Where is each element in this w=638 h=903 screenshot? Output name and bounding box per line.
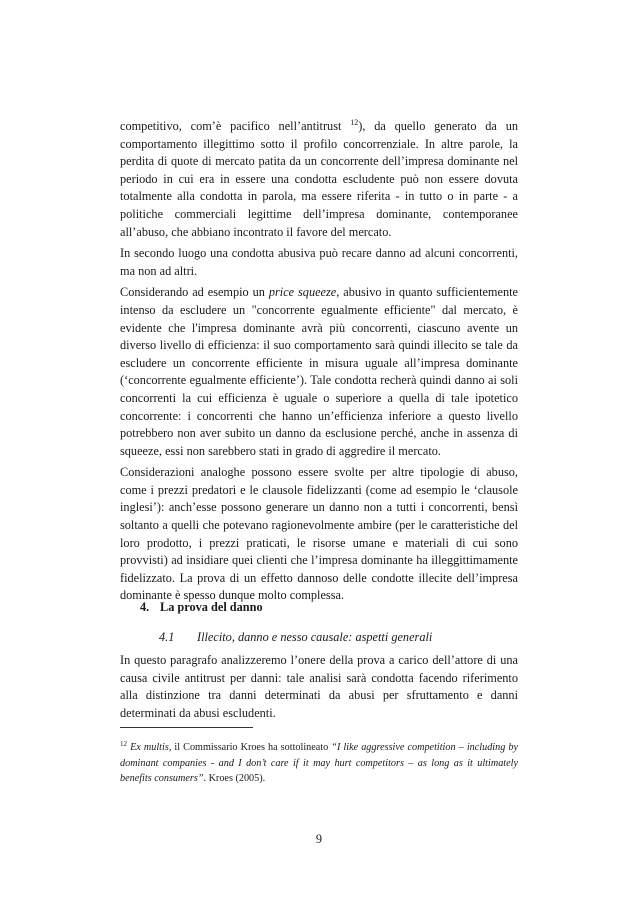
- subsection-number: 4.1: [159, 630, 175, 644]
- paragraph-4: Considerazioni analoghe possono essere svolte per altre tipologie di abuso, come i prezzi predatori e le clausole fidelizzanti (come ad esempio le ‘clausole inglesi’): anch’esse possono generare un danno non a tutti i concorrenti, bensì soltanto a quelli che potevano ragionevolmente ambire (per le caratteristiche del loro prodotto, i prezzi praticati, le risorse umane e materiali di cui sono provvisti) ad insidiare quei clienti che l’impresa dominante ha illeggittimamente fidelizzato. La prova di un effetto dannoso delle condotte illecite dell’impresa dominante è spesso dunque molto complessa.: [120, 465, 518, 603]
- subsection-heading: [159, 630, 432, 645]
- section-title: La prova del danno: [160, 600, 263, 614]
- emphasis-price-squeeze: price squeeze: [268, 285, 337, 300]
- paragraph-3: Considerando ad esempio un price squeeze, abusivo in quanto sufficientemente intenso da escludere un "concorrente egualmente efficiente" dal mercato, è evidente che l'impresa dominante avrà più concorrenti, ciascuno avente un diverso livello di efficienza: il suo comportamento sarà quindi illecito se tale da escludere un concorrente efficiente in misura uguale all’impresa dominante (‘concorrente egualmente efficiente’). Tale condotta recherà quindi danno ai soli concorrenti la cui efficienza è uguale o superiore a quella di tale ipotetico concorrente: i concorrenti che hanno un’efficienza inferiore a questo livello potrebbero non aver subito un danno da esclusione perché, anche in assenza di squeeze, essi non sarebbero stati in grado di aggredire il mercato.: [120, 285, 518, 458]
- body-text-bottom: [120, 652, 518, 726]
- section-heading: [140, 600, 263, 615]
- subsection-title: Illecito, danno e nesso causale: aspetti generali: [197, 630, 433, 644]
- kroes-quote: “I like aggressive competition – including by dominant companies - and I don’t care if it may hurt competitors – as long as it ultimately benefits consumers”: [120, 742, 518, 784]
- page-number: 9: [315, 832, 323, 846]
- footnote-marker: 12: [120, 740, 127, 748]
- section-number: 4.: [140, 600, 150, 614]
- footnote-ref-12[interactable]: 12: [350, 118, 359, 127]
- footnote-12: $^{12}$ Ex multis, il Commissario Kroes ha sottolineato “I like aggressive competition – including by dominant companies - and I don’t care if it may hurt competitors – as long as it ultimately benefits consumers”. Kroes (2005).: [120, 740, 518, 784]
- paragraph-2: In secondo luogo una condotta abusiva può recare danno ad alcuni concorrenti, ma non ad altri.: [120, 246, 518, 278]
- paragraph-5: In questo paragrafo analizzeremo l’onere della prova a carico dell’attore di una causa civile antitrust per danni: tale analisi sarà condotta facendo riferimento alla distinzione tra danni determinati da abusi per sfruttamento e danni determinati da abusi escludenti.: [120, 653, 518, 720]
- body-text-top: [120, 118, 518, 609]
- footnote-separator: [120, 727, 253, 728]
- paragraph-1: competitivo, com’è pacifico nell’antitrust $^{12}$), da quello generato da un comportamento illegittimo sotto il profilo concorrenziale. In altre parole, la perdita di quote di mercato patita da un concorrente dell’impresa dominante nel periodo in cui era in essere una condotta escludente può non essere dovuta totalmente alla condotta in parola, ma essere riferita - in tutto o in parte - a politiche commerciali legittime dell’impresa dominante, contemporanee all’abuso, che abbiano incontrato il favore del mercato.: [120, 118, 518, 239]
